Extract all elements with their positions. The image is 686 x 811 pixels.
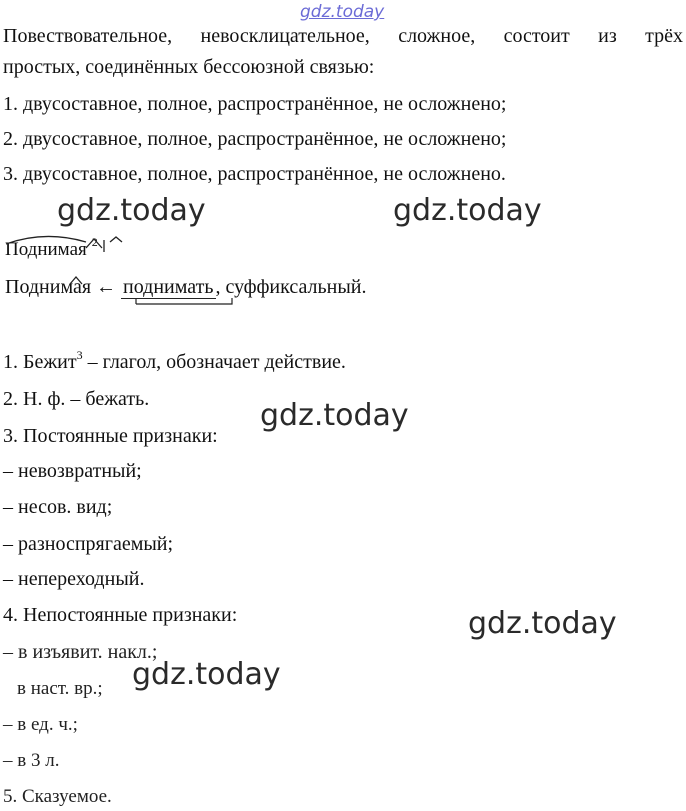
variable-feature: в наст. вр.; (17, 678, 103, 699)
variable-feature: – в изъявит. накл.; (3, 641, 158, 663)
morpheme-marks (0, 228, 140, 258)
variable-feature: – в ед. ч.; (3, 714, 78, 735)
suffix-caret-mark (70, 277, 82, 284)
morph-word: 1. Бежит (3, 351, 77, 373)
variable-feature: – в 3 л. (3, 750, 60, 771)
intro-line-1: Повествовательное, невосклицательное, сложное, состоит из трёх (3, 25, 683, 47)
constant-feature: – несов. вид; (3, 496, 113, 518)
watermark: gdz.today (260, 398, 409, 433)
watermark: gdz.today (393, 193, 542, 228)
morph-item-3: 3. Постоянные признаки: (3, 425, 218, 447)
constant-feature: – невозвратный; (3, 460, 142, 482)
morpheme-superscript: 2 (91, 235, 98, 249)
part-item-1: 1. двусоставное, полное, распространённое, не осложнено; (3, 93, 507, 115)
morph-item-1-rest: – глагол, обозначает действие. (82, 351, 346, 373)
intro-line-2: простых, соединённых бессоюзной связью: (3, 56, 375, 78)
analysis-word: Поднимая (5, 276, 92, 298)
watermark-top: gdz.today (300, 2, 385, 22)
morph-superscript: 3 (76, 348, 83, 362)
morph-item-4: 4. Непостоянные признаки: (3, 604, 238, 626)
base-word-marks (0, 270, 260, 310)
part-item-3: 3. двусоставное, полное, распространённое, не осложнено. (3, 163, 506, 185)
suffix-caret-mark (86, 239, 102, 248)
stem-bracket-mark (136, 298, 232, 304)
constant-feature: – непереходный. (3, 568, 145, 590)
morpheme-word-text: Поднимая (5, 239, 87, 260)
constant-feature: – разноспрягаемый; (3, 533, 174, 555)
base-word: поднимать (123, 276, 214, 298)
morph-item-2: 2. Н. ф. – бежать. (3, 388, 150, 410)
arrow-icon: ← (96, 276, 117, 298)
root-arc-mark (6, 236, 86, 244)
morph-item-1 (3, 350, 346, 374)
analysis-conclusion: , суффиксальный. (215, 276, 367, 298)
watermark: gdz.today (468, 606, 617, 641)
watermark: gdz.today (132, 657, 281, 692)
watermark: gdz.today (57, 193, 206, 228)
morph-item-5: 5. Сказуемое. (3, 786, 112, 807)
part-item-2: 2. двусоставное, полное, распространённое, не осложнено; (3, 128, 507, 150)
suffix-caret-mark-2 (110, 237, 122, 242)
